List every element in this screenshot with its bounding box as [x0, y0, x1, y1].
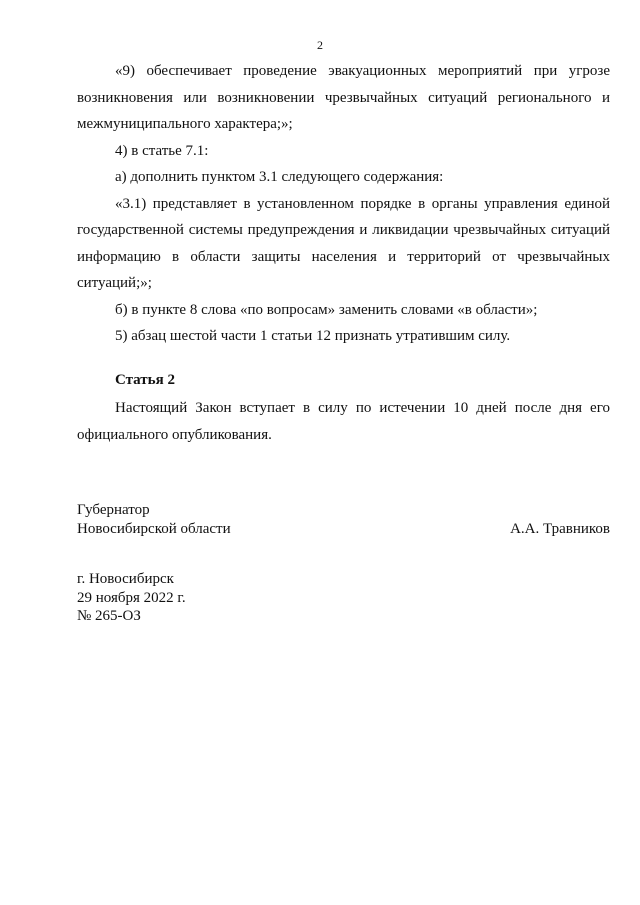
paragraph-item-3-1: «3.1) представляет в установленном порядке в органы управления единой государственной системы предупреждения и ликвидации чрезвычайных ситуаций информацию в области защиты населения и территорий от чрезвычайных ситуаций;»; [77, 195, 610, 291]
amendments-body [77, 58, 610, 350]
article-heading: Статья 2 [115, 372, 175, 388]
article-body [77, 395, 610, 448]
paragraph-subpoint-b: б) в пункте 8 слова «по вопросам» заменить словами «в области»; [115, 301, 538, 318]
article-text: Настоящий Закон вступает в силу по истечении 10 дней после дня его официального опубликования. [77, 400, 610, 443]
page-number: 2 [317, 38, 323, 52]
paragraph-subpoint-a: а) дополнить пунктом 3.1 следующего содержания: [115, 169, 444, 185]
law-number: № 265-ОЗ [77, 608, 141, 624]
paragraph-item-9: «9) обеспечивает проведение эвакуационных мероприятий при угрозе возникновения или возникновении чрезвычайных ситуаций регионального и межмуниципального характера;»; [77, 63, 610, 132]
signature-name: А.А. Травников [510, 521, 610, 537]
signature-title-2: Новосибирской области [77, 521, 231, 537]
signature-title-line-2 [77, 520, 610, 539]
signature-block [77, 501, 610, 539]
date: 29 ноября 2022 г. [77, 589, 186, 606]
place-date-block [77, 570, 186, 626]
paragraph-point-4: 4) в статье 7.1: [115, 142, 209, 159]
city: г. Новосибирск [77, 571, 174, 587]
signature-title-1: Губернатор [77, 502, 150, 518]
paragraph-point-5: 5) абзац шестой части 1 статьи 12 признать утратившим силу. [115, 328, 511, 344]
signature-title-line-1 [77, 501, 610, 520]
